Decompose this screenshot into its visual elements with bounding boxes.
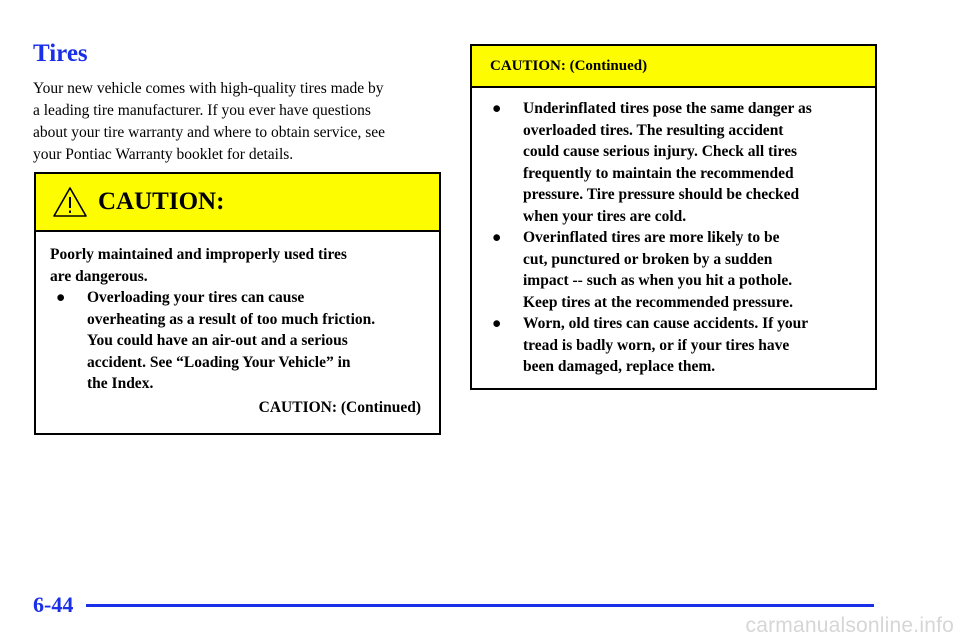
bullet-line: overheating as a result of too much friction. xyxy=(87,310,376,328)
bullet-line: been damaged, replace them. xyxy=(523,358,716,375)
caution-header-continued xyxy=(472,46,875,88)
caution-body xyxy=(36,232,439,418)
page-number: 6-44 xyxy=(33,592,74,617)
caution-box-right xyxy=(470,44,877,390)
intro-line: your Pontiac Warranty booklet for details. xyxy=(33,146,294,163)
footer-divider xyxy=(86,604,874,607)
bullet-line: pressure. Tire pressure should be checked xyxy=(523,186,800,203)
bullet-line: You could have an air-out and a serious xyxy=(87,332,348,349)
caution-continued-title: CAUTION: (Continued) xyxy=(490,57,648,74)
bullet-line: tread is badly worn, or if your tires have xyxy=(523,336,790,354)
bullet-line: could cause serious injury. Check all tires xyxy=(523,143,797,160)
intro-line: Your new vehicle comes with high-quality tires made by xyxy=(33,80,384,97)
bullet-icon: ● xyxy=(492,229,502,246)
bullet-line: Overinflated tires are more likely to be xyxy=(523,229,780,246)
section-title: Tires xyxy=(33,40,88,67)
bullet-text xyxy=(87,287,375,395)
watermark: carmanualsonline.info xyxy=(745,614,954,637)
bullet-item xyxy=(486,313,861,378)
caution-line: are dangerous. xyxy=(50,267,148,285)
bullet-item xyxy=(50,287,425,395)
caution-continued-label: CAUTION: (Continued) xyxy=(258,398,421,416)
bullet-item xyxy=(486,98,861,227)
bullet-text xyxy=(523,98,812,227)
bullet-item xyxy=(486,227,861,313)
caution-body xyxy=(472,88,875,378)
bullet-line: impact -- such as when you hit a pothole. xyxy=(523,272,793,289)
caution-box-left xyxy=(34,172,441,435)
bullet-icon: ● xyxy=(492,100,502,117)
bullet-icon: ● xyxy=(56,289,66,306)
bullet-text xyxy=(523,313,808,378)
bullet-line: cut, punctured or broken by a sudden xyxy=(523,250,773,268)
caution-line: Poorly maintained and improperly used tires xyxy=(50,246,347,263)
bullet-line: when your tires are cold. xyxy=(523,207,687,225)
intro-line: a leading tire manufacturer. If you ever have questions xyxy=(33,102,371,119)
bullet-line: frequently to maintain the recommended xyxy=(523,164,794,182)
bullet-text xyxy=(523,227,793,313)
bullet-line: Worn, old tires can cause accidents. If your xyxy=(523,315,809,332)
intro-line: about your tire warranty and where to obtain service, see xyxy=(33,124,386,141)
caution-title: CAUTION: xyxy=(98,188,225,215)
bullet-line: accident. See “Loading Your Vehicle” in xyxy=(87,353,351,371)
bullet-icon: ● xyxy=(492,315,502,332)
bullet-line: Keep tires at the recommended pressure. xyxy=(523,293,794,311)
bullet-line: Overloading your tires can cause xyxy=(87,289,305,306)
intro-paragraph xyxy=(33,78,445,166)
caution-paragraph xyxy=(50,244,425,287)
bullet-line: overloaded tires. The resulting accident xyxy=(523,121,784,139)
bullet-line: Underinflated tires pose the same danger as xyxy=(523,100,812,117)
warning-triangle-icon xyxy=(52,186,88,218)
caution-header xyxy=(36,174,439,232)
bullet-line: the Index. xyxy=(87,375,154,392)
